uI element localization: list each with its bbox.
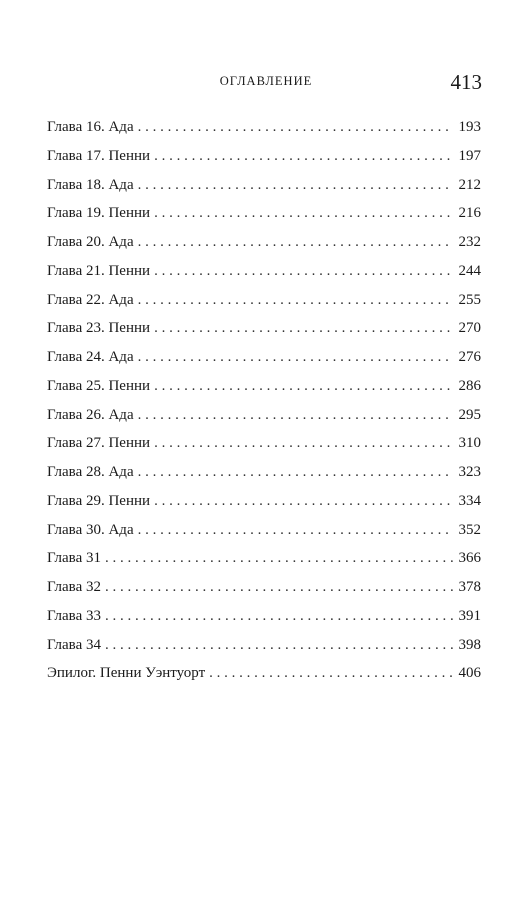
- page-header: [0, 70, 532, 94]
- toc-entry[interactable]: [47, 113, 481, 142]
- toc-entry-title: Глава 19. Пенни: [47, 205, 151, 222]
- toc-entry-page: 323: [458, 464, 481, 480]
- toc-entry[interactable]: [47, 199, 481, 228]
- dot-leader: [105, 544, 453, 573]
- toc-entry[interactable]: [47, 544, 481, 573]
- toc-entry-page: 270: [458, 320, 481, 337]
- toc-entry-title: Глава 27. Пенни: [47, 435, 151, 452]
- toc-entry-title: Глава 20. Ада: [47, 234, 134, 250]
- toc-entry-page: 255: [458, 291, 481, 308]
- toc-entry-page: 366: [458, 550, 481, 567]
- dot-leader: [138, 343, 453, 372]
- running-head: ОГЛАВЛЕНИЕ: [219, 74, 313, 88]
- toc-entry-page: 244: [458, 262, 481, 279]
- toc-entry-title: Глава 17. Пенни: [47, 147, 151, 164]
- toc-entry-page: 295: [458, 406, 481, 423]
- toc-entry-page: 286: [458, 377, 481, 394]
- toc-entry-title: Глава 18. Ада: [47, 176, 134, 193]
- toc-entry[interactable]: [47, 228, 481, 257]
- page-number: 413: [450, 70, 482, 94]
- dot-leader: [209, 659, 452, 688]
- toc-entry-page: 378: [458, 579, 481, 595]
- toc-entry-title: Глава 32: [47, 579, 101, 595]
- toc-entry[interactable]: [47, 401, 481, 430]
- dot-leader: [138, 171, 453, 200]
- toc-entry[interactable]: [47, 631, 481, 660]
- toc-entry-page: 193: [458, 119, 481, 135]
- toc-entry-page: 334: [458, 492, 481, 509]
- dot-leader: [154, 142, 452, 171]
- toc-entry-page: 406: [458, 665, 481, 682]
- toc-entry-title: Глава 21. Пенни: [47, 262, 151, 279]
- toc-entry-title: Глава 34: [47, 636, 101, 653]
- dot-leader: [154, 372, 452, 401]
- toc-entry-title: Глава 16. Ада: [47, 119, 134, 135]
- toc-entry-title: Глава 25. Пенни: [47, 377, 151, 394]
- dot-leader: [105, 573, 453, 602]
- toc-entry-page: 216: [458, 205, 481, 222]
- toc-entry-page: 352: [458, 521, 481, 538]
- toc-entry-page: 197: [458, 147, 481, 164]
- toc-entry-page: 212: [458, 176, 481, 193]
- dot-leader: [138, 113, 453, 142]
- toc-entry[interactable]: [47, 458, 481, 487]
- toc-entry[interactable]: [47, 372, 481, 401]
- toc-entry[interactable]: [47, 602, 481, 631]
- toc-entry[interactable]: [47, 343, 481, 372]
- toc-entry-title: Глава 30. Ада: [47, 521, 134, 538]
- toc-entry[interactable]: [47, 429, 481, 458]
- toc-entry-title: Глава 26. Ада: [47, 406, 134, 423]
- toc-entry-page: 232: [458, 234, 481, 250]
- dot-leader: [105, 602, 453, 631]
- toc-entry-title: Глава 22. Ада: [47, 291, 134, 308]
- toc-entry-title: Эпилог. Пенни Уэнтуорт: [47, 665, 206, 682]
- toc-entry-title: Глава 29. Пенни: [47, 492, 151, 509]
- table-of-contents: [47, 113, 481, 688]
- toc-entry[interactable]: [47, 487, 481, 516]
- toc-entry[interactable]: [47, 286, 481, 315]
- toc-entry[interactable]: [47, 314, 481, 343]
- toc-entry-title: Глава 28. Ада: [47, 464, 134, 480]
- toc-entry-title: Глава 23. Пенни: [47, 320, 151, 337]
- dot-leader: [138, 458, 453, 487]
- toc-entry-title: Глава 24. Ада: [47, 349, 134, 365]
- toc-entry-title: Глава 33: [47, 607, 101, 624]
- dot-leader: [105, 631, 453, 660]
- toc-entry-page: 391: [458, 607, 481, 624]
- toc-entry-page: 276: [458, 349, 481, 365]
- dot-leader: [154, 257, 452, 286]
- toc-entry[interactable]: [47, 257, 481, 286]
- dot-leader: [154, 487, 452, 516]
- dot-leader: [138, 286, 453, 315]
- toc-entry-page: 398: [458, 636, 481, 653]
- toc-entry[interactable]: [47, 573, 481, 602]
- dot-leader: [138, 228, 453, 257]
- toc-entry-page: 310: [458, 435, 481, 452]
- toc-entry-title: Глава 31: [47, 550, 101, 567]
- dot-leader: [154, 314, 452, 343]
- toc-entry[interactable]: [47, 659, 481, 688]
- dot-leader: [154, 199, 452, 228]
- toc-entry[interactable]: [47, 516, 481, 545]
- dot-leader: [138, 516, 453, 545]
- dot-leader: [138, 401, 453, 430]
- dot-leader: [154, 429, 452, 458]
- toc-entry[interactable]: [47, 171, 481, 200]
- toc-entry[interactable]: [47, 142, 481, 171]
